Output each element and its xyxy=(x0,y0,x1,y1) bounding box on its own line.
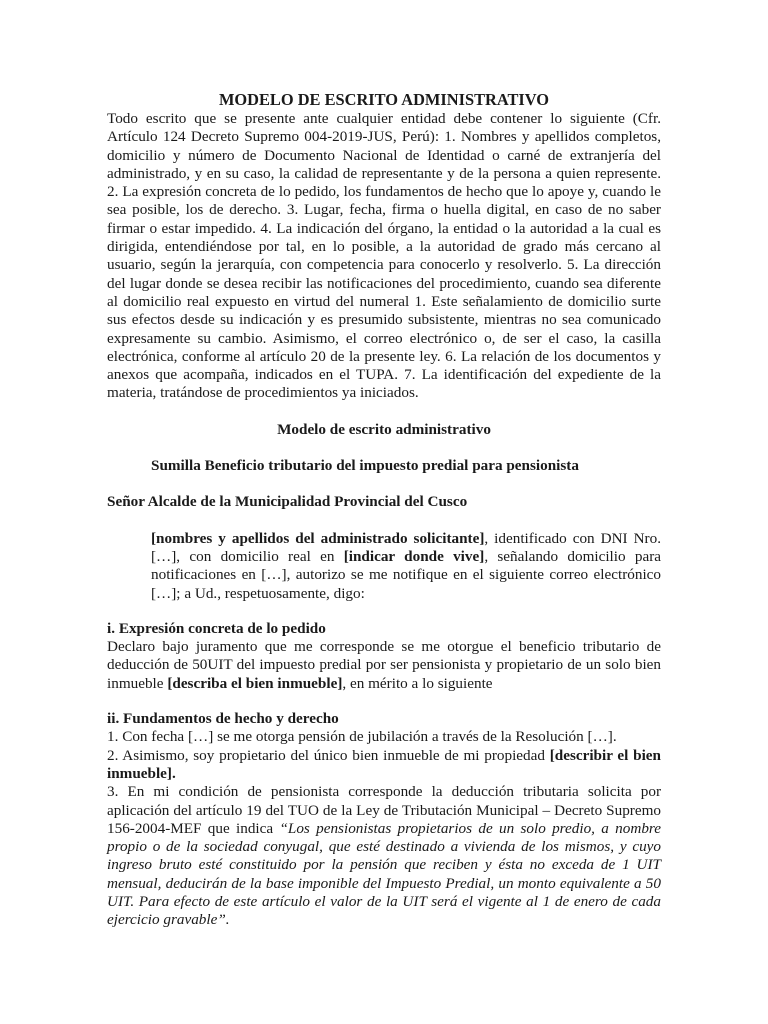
opening-text-2: , señalando domicilio para notificaciones en […], autorizo se me notifique en el siguiente correo electrónico […]; a Ud., respetuosamente, digo: xyxy=(151,547,661,602)
intro-paragraph: Todo escrito que se presente ante cualquier entidad debe contener lo siguiente (Cfr. Artículo 124 Decreto Supremo 004-2019-JUS, Perú): 1. Nombres y apellidos completos, domicilio y número de Documento Nacional de Identidad o carné de extranjería del administrado, y en su caso, la calidad de representante y de la persona a quien represente. 2. La expresión concreta de lo pedido, los fundamentos de hecho que lo apoye y, cuando le sea posible, los de derecho. 3. Lugar, fecha, firma o huella digital, en caso de no saber firmar o estar impedido. 4. La indicación del órgano, la entidad o la autoridad a la cual es dirigida, entendiéndose por tal, en lo posible, a la autoridad de grado más cercano al usuario, según la jerarquía, con competencia para conocerlo y resolverlo. 5. La dirección del lugar donde se desea recibir las notificaciones del procedimiento, cuando sea diferente al domicilio real expuesto en virtud del numeral 1. Este señalamiento de domicilio surte sus efectos desde su indicación y es presumido subsistente, mientras no sea comunicado expresamente su cambio. Asimismo, el correo electrónico o, de ser el caso, la casilla electrónica, conforme al artículo 20 de la presente ley. 6. La relación de los documentos y anexos que acompaña, indicados en el TUPA. 7. La identificación del expediente de la materia, tratándose de procedimientos ya iniciados. xyxy=(107,110,661,402)
applicant-name-placeholder: [nombres y apellidos del administrado solicitante] xyxy=(151,529,485,547)
address-placeholder: [indicar donde vive] xyxy=(343,547,485,565)
item3-end: . xyxy=(225,911,230,929)
section2-item-3 xyxy=(107,783,661,929)
property-placeholder: [describa el bien inmueble] xyxy=(167,674,343,692)
item3-text: 3. En mi condición de pensionista corresponde la deducción tributaria solicita por aplicación del artículo 19 del TUO de la Ley de Tributación Municipal – Decreto Supremo 156-2004-MEF que indica xyxy=(107,783,661,837)
section1-text-2: , en mérito a lo siguiente xyxy=(342,674,493,692)
section1-text-1: Declaro bajo juramento que me corresponde se me otorgue el beneficio tributario de deducción de 50UIT del impuesto predial por ser pensionista y propietario de un solo bien inmueble xyxy=(107,638,661,692)
item3-legal-quote: “Los pensionistas propietarios de un solo predio, a nombre propio o de la sociedad conyugal, que esté destinado a vivienda de los mismos, y cuyo ingreso bruto esté constituido por la pensión que reciben y ésta no exceda de 1 UIT mensual, deducirán de la base imponible del Impuesto Predial, un monto equivalente a 50 UIT. Para efecto de este artículo el valor de la UIT será el vigente al 1 de enero de cada ejercicio gravable” xyxy=(107,819,661,929)
spacer xyxy=(107,403,661,421)
item2-text: 2. Asimismo, soy propietario del único bien inmueble de mi propiedad xyxy=(107,746,550,764)
spacer xyxy=(107,475,661,493)
spacer xyxy=(107,603,661,620)
spacer xyxy=(107,512,661,530)
spacer xyxy=(107,693,661,710)
item2-placeholder: [describir el bien inmueble]. xyxy=(107,746,661,782)
section2-heading: ii. Fundamentos de hecho y derecho xyxy=(107,710,339,728)
section1-heading: i. Expresión concreta de lo pedido xyxy=(107,619,326,637)
section2-item-1: 1. Con fecha […] se me otorga pensión de jubilación a través de la Resolución […]. xyxy=(107,728,617,746)
opening-text-1: , identificado con DNI Nro. […], con domicilio real en xyxy=(151,529,662,565)
section2-item-2 xyxy=(107,747,661,784)
document-page xyxy=(107,90,661,930)
model-heading: Modelo de escrito administrativo xyxy=(277,420,491,438)
sumilla-line: Sumilla Beneficio tributario del impuesto predial para pensionista xyxy=(151,457,579,475)
spacer xyxy=(107,439,661,457)
document-title: MODELO DE ESCRITO ADMINISTRATIVO xyxy=(218,90,550,109)
section1-paragraph xyxy=(107,638,661,693)
addressee-line: Señor Alcalde de la Municipalidad Provincial del Cusco xyxy=(107,493,468,511)
opening-paragraph xyxy=(151,530,661,603)
